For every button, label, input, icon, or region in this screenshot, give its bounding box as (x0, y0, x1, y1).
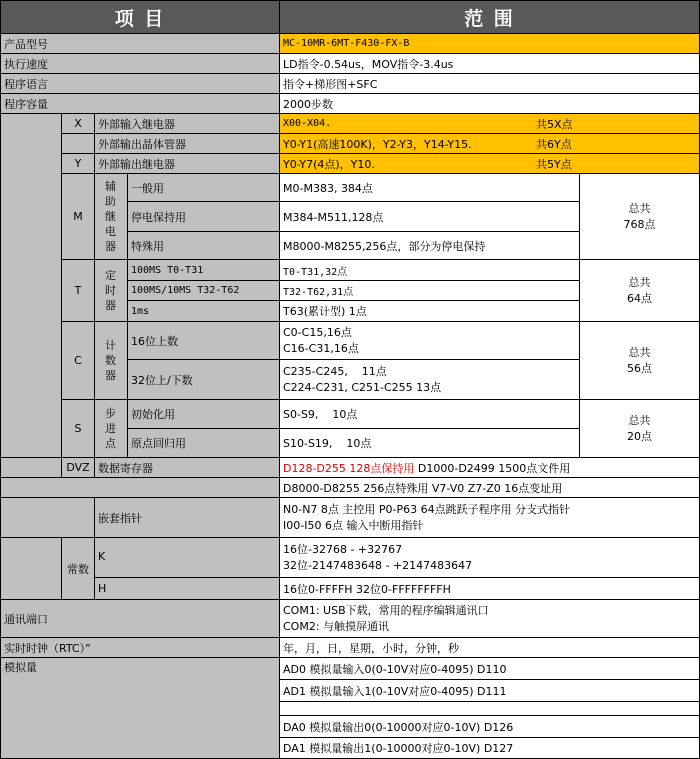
t-group (95, 260, 128, 322)
m-r2-label: 停电保持用 (128, 202, 280, 232)
nest-v1: N0-N7 8点 主控用 P0-P63 64点跳跃子程序用 分支式指针 (283, 502, 571, 516)
yr-range: Y0-Y7(4点)，Y10. (283, 157, 375, 171)
t-r3-value: T63(累计型) 1点 (280, 301, 580, 322)
m-group-text: 辅助继电器 (105, 180, 116, 253)
s-code: S (62, 400, 95, 458)
yt-value (280, 134, 700, 154)
s-total-a: 总共 (628, 413, 651, 427)
s-total-b: 20点 (627, 429, 652, 443)
t-total-a: 总共 (628, 275, 651, 289)
model-label: 产品型号 (0, 34, 280, 54)
s-r2-value: S10-S19, 10点 (280, 429, 580, 458)
m-code: M (62, 174, 95, 260)
yt-label: 外部输出晶体管器 (95, 134, 280, 154)
t-r3-label: 1ms (128, 301, 280, 322)
analog-da1: DA1 模拟量输出1(0-10000对应0-10V) D127 (280, 738, 700, 759)
nest-left (0, 498, 95, 538)
analog-ad0: AD0 模拟量输入0(0-10V对应0-4095) D110 (280, 658, 700, 680)
nest-value (280, 498, 700, 538)
d-value-1 (280, 458, 700, 478)
c-r1-v1: C0-C15,16点 (283, 325, 352, 339)
h-code: H (95, 578, 280, 600)
nest-label: 嵌套指针 (95, 498, 280, 538)
c-total (580, 322, 700, 400)
cap-value: 2000步数 (280, 94, 700, 114)
x-total: 共5X点 (536, 117, 573, 131)
c-group (95, 322, 128, 400)
t-r2-label: 100MS/10MS T32-T62 (128, 281, 280, 301)
c-total-b: 56点 (627, 361, 652, 375)
nest-v2: I00-I50 6点 输入中断用指针 (283, 518, 424, 532)
d-file: D1000-D2499 1500点文件用 (414, 461, 571, 475)
t-r2-value: T32-T62,31点 (280, 281, 580, 301)
element-block (0, 114, 62, 458)
analog-ad1: AD1 模拟量输入1(0-10V对应0-4095) D111 (280, 680, 700, 702)
s-r1-label: 初始化用 (128, 400, 280, 429)
s-group (95, 400, 128, 458)
c-code: C (62, 322, 95, 400)
k-value (280, 538, 700, 578)
x-range: X00-X04. (283, 118, 332, 129)
c-r2-value (280, 360, 580, 400)
t-total-b: 64点 (627, 291, 652, 305)
c-r1-v2: C16-C31,16点 (283, 341, 359, 355)
h-value: 16位0-FFFFH 32位0-FFFFFFFFH (280, 578, 700, 600)
t-group-text: 定时器 (105, 269, 116, 312)
t-r1-label: 100MS T0-T31 (128, 260, 280, 281)
c-r2-v2: C224-C231, C251-C255 13点 (283, 380, 442, 394)
header-item (0, 0, 280, 34)
d-retentive: D128-D255 128点保持用 (283, 461, 415, 475)
d-value-2: D8000-D8255 256点特殊用 V7-V0 Z7-Z0 16点变址用 (280, 478, 700, 498)
yr-total: 共5Y点 (536, 157, 572, 171)
analog-da0: DA0 模拟量输出0(0-10000对应0-10V) D126 (280, 716, 700, 738)
t-code: T (62, 260, 95, 322)
analog-label: 模拟量 (0, 658, 280, 759)
t-total (580, 260, 700, 322)
m-group (95, 174, 128, 260)
cap-label: 程序容量 (0, 94, 280, 114)
comm-v1: COM1: USB下载，常用的程序编辑通讯口 (283, 603, 489, 617)
k-v1: 16位-32768 - +32767 (283, 542, 403, 556)
m-r2-value: M384-M511,128点 (280, 202, 580, 232)
header-item-text: 项 目 (114, 7, 166, 30)
header-range (280, 0, 700, 34)
speed-value: LD指令-0.54us，MOV指令-3.4us (280, 54, 700, 74)
d2-left (0, 478, 280, 498)
m-total (580, 174, 700, 260)
lang-label: 程序语言 (0, 74, 280, 94)
m-r1-label: 一般用 (128, 174, 280, 202)
x-value (280, 114, 700, 134)
yr-value (280, 154, 700, 174)
analog-blank (280, 702, 700, 716)
comm-value (280, 600, 700, 638)
m-r3-label: 特殊用 (128, 232, 280, 260)
yt-code (62, 134, 95, 154)
rtc-value: 年，月，日，星期，小时，分钟，秒 (280, 638, 700, 658)
yt-total: 共6Y点 (536, 137, 572, 151)
m-total-b: 768点 (623, 217, 656, 231)
comm-v2: COM2: 与触摸屏通讯 (283, 619, 390, 633)
const-label: 常数 (62, 538, 95, 600)
y-code: Y (62, 154, 95, 174)
lang-value: 指令+梯形图+SFC (280, 74, 700, 94)
d-code: DVZ (62, 458, 95, 478)
m-r1-value: M0-M383, 384点 (280, 174, 580, 202)
k-code: K (95, 538, 280, 578)
rtc-label: 实时时钟（RTC）” (0, 638, 280, 658)
comm-label: 通讯端口 (0, 600, 280, 638)
s-r1-value: S0-S9, 10点 (280, 400, 580, 429)
c-r1-label: 16位上数 (128, 322, 280, 360)
c-group-text: 计数器 (105, 339, 116, 382)
k-v2: 32位-2147483648 - +2147483647 (283, 558, 473, 572)
s-total (580, 400, 700, 458)
d-label: 数据寄存器 (95, 458, 280, 478)
d-left (0, 458, 62, 478)
const-left (0, 538, 62, 600)
m-r3-value: M8000-M8255,256点，部分为停电保持 (280, 232, 580, 260)
c-r2-v1: C235-C245, 11点 (283, 364, 387, 378)
x-code: X (62, 114, 95, 134)
speed-label: 执行速度 (0, 54, 280, 74)
c-r2-label: 32位上/下数 (128, 360, 280, 400)
c-total-a: 总共 (628, 345, 651, 359)
x-label: 外部输入继电器 (95, 114, 280, 134)
yt-range: Y0-Y1(高速100K)，Y2-Y3，Y14-Y15. (283, 137, 472, 151)
s-r2-label: 原点回归用 (128, 429, 280, 458)
yr-label: 外部输出继电器 (95, 154, 280, 174)
header-range-text: 范 围 (464, 7, 515, 30)
t-r1-value: T0-T31,32点 (280, 260, 580, 281)
m-total-a: 总共 (628, 201, 651, 215)
s-group-text: 步进点 (105, 407, 116, 450)
model-value: MC-10MR-6MT-F430-FX-B (280, 34, 700, 54)
c-r1-value (280, 322, 580, 360)
